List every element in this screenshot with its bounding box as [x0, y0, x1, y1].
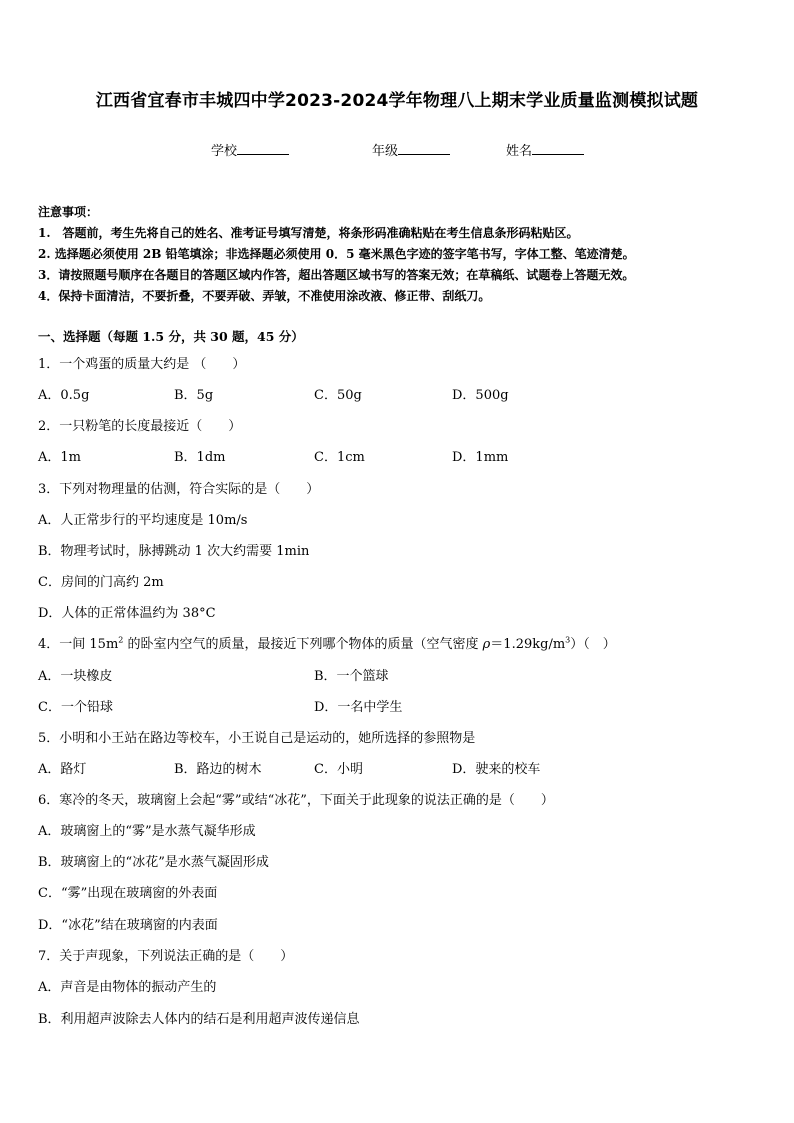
question-1-option-d[interactable]: D．500g	[452, 388, 509, 403]
question-2-options	[38, 446, 758, 466]
name-label: 姓名	[506, 144, 533, 159]
school-label: 学校	[211, 144, 238, 159]
question-1-options	[38, 384, 758, 404]
question-1-option-c[interactable]: C．50g	[314, 388, 362, 403]
question-7-option-a[interactable]: A．声音是由物体的振动产生的	[38, 980, 217, 995]
question-4-options-row-2	[38, 696, 758, 716]
question-1-option-a[interactable]: A．0.5g	[38, 388, 90, 403]
name-blank[interactable]	[532, 142, 584, 155]
question-4-option-a[interactable]: A．一块橡皮	[38, 669, 113, 684]
question-5-options	[38, 758, 758, 778]
question-3-option-a[interactable]: A．人正常步行的平均速度是 10m/s	[38, 513, 248, 528]
grade-field[interactable]	[372, 140, 450, 159]
notes-heading: 注意事项：	[38, 205, 99, 219]
student-info-fields	[0, 140, 794, 160]
question-7-option-b[interactable]: B．利用超声波除去人体内的结石是利用超声波传递信息	[38, 1012, 360, 1027]
question-3-option-c[interactable]: C．房间的门高约 2m	[38, 575, 164, 590]
grade-blank[interactable]	[398, 142, 450, 155]
question-4-option-b[interactable]: B．一个篮球	[314, 669, 389, 684]
question-6-option-b[interactable]: B．玻璃窗上的“冰花”是水蒸气凝固形成	[38, 855, 269, 870]
question-3-option-b[interactable]: B．物理考试时，脉搏跳动 1 次大约需要 1min	[38, 544, 310, 559]
question-4-stem: 4．一间 $15m^2$ 的卧室内空气的质量，最接近下列哪个物体的质量（空气密度 $\rho=1.29kg/m^3$）（ ）	[38, 635, 616, 652]
question-6-stem: 6．寒冷的冬天，玻璃窗上会起“雾”或结“冰花”，下面关于此现象的说法正确的是（ ）	[38, 793, 554, 808]
grade-label: 年级	[372, 144, 399, 159]
school-field[interactable]	[211, 140, 289, 159]
question-3-stem: 3．下列对物理量的估测，符合实际的是（ ）	[38, 482, 320, 497]
note-item: 4．保持卡面清洁，不要折叠，不要弄破、弄皱，不准使用涂改液、修正带、刮纸刀。	[38, 289, 491, 303]
question-6-option-c[interactable]: C．“雾”出现在玻璃窗的外表面	[38, 886, 218, 901]
question-2-option-d[interactable]: D．1mm	[452, 450, 509, 465]
note-item: 3．请按照题号顺序在各题目的答题区域内作答，超出答题区域书写的答案无效；在草稿纸、试题卷上答题无效。	[38, 268, 635, 282]
section-heading: 一、选择题（每题 1.5 分，共 30 题，45 分）	[38, 329, 304, 344]
question-6-option-d[interactable]: D．“冰花”结在玻璃窗的内表面	[38, 918, 218, 933]
question-2-option-b[interactable]: B．1dm	[174, 450, 226, 465]
question-4-option-c[interactable]: C．一个铅球	[38, 700, 113, 715]
note-item: 2. 选择题必须使用 2B 铅笔填涂；非选择题必须使用 0．5 毫米黑色字迹的签字笔书写，字体工整、笔迹清楚。	[38, 247, 635, 261]
question-1-stem: 1．一个鸡蛋的质量大约是 （ ）	[38, 357, 246, 372]
school-blank[interactable]	[237, 142, 289, 155]
note-item: 1. 答题前，考生先将自己的姓名、准考证号填写清楚，将条形码准确粘贴在考生信息条形码粘贴区。	[38, 226, 579, 240]
question-2-stem: 2．一只粉笔的长度最接近（ ）	[38, 419, 242, 434]
exam-title: 江西省宜春市丰城四中学2023-2024学年物理八上期末学业质量监测模拟试题	[95, 91, 699, 111]
question-3-option-d[interactable]: D．人体的正常体温约为 38°C	[38, 606, 216, 621]
question-4-options-row-1	[38, 665, 758, 685]
question-5-stem: 5．小明和小王站在路边等校车，小王说自己是运动的，她所选择的参照物是	[38, 731, 476, 746]
question-4-option-d[interactable]: D．一名中学生	[314, 700, 403, 715]
question-1-option-b[interactable]: B．5g	[174, 388, 214, 403]
question-5-option-c[interactable]: C．小明	[314, 762, 363, 777]
question-7-stem: 7．关于声现象，下列说法正确的是（ ）	[38, 949, 294, 964]
name-field[interactable]	[506, 140, 584, 159]
question-2-option-a[interactable]: A．1m	[38, 450, 81, 465]
question-2-option-c[interactable]: C．1cm	[314, 450, 365, 465]
notes-section	[38, 202, 768, 307]
question-5-option-d[interactable]: D．驶来的校车	[452, 762, 541, 777]
question-6-option-a[interactable]: A．玻璃窗上的“雾”是水蒸气凝华形成	[38, 824, 256, 839]
question-5-option-a[interactable]: A．路灯	[38, 762, 87, 777]
question-5-option-b[interactable]: B．路边的树木	[174, 762, 262, 777]
